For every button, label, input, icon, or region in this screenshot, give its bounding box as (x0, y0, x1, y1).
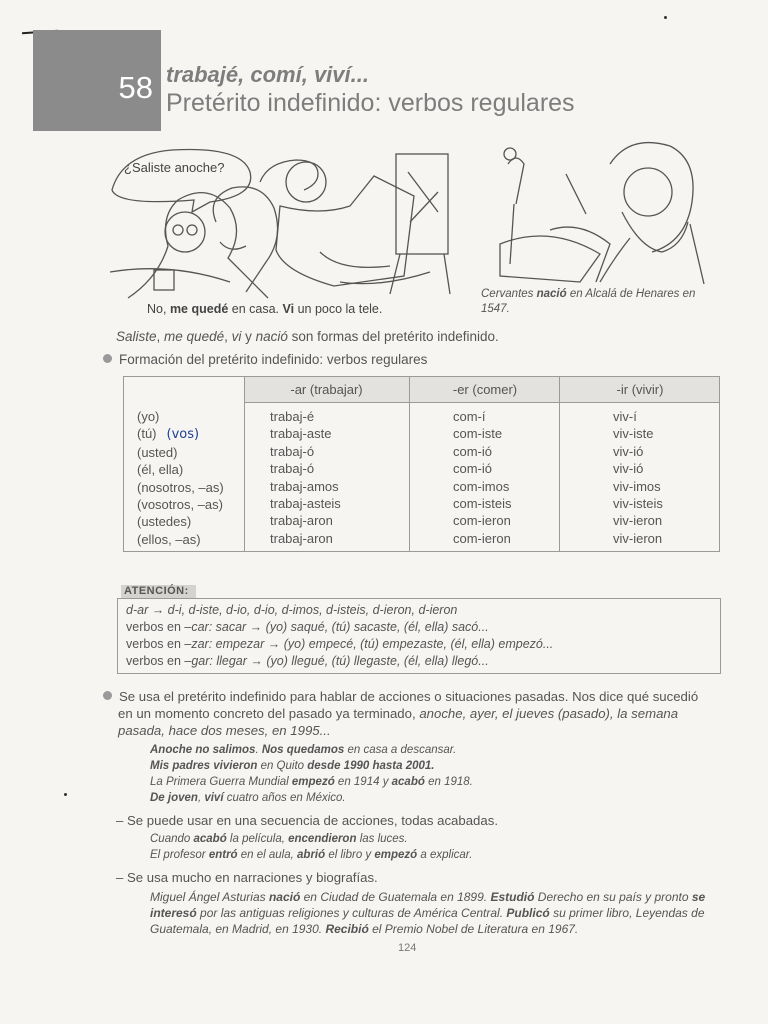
verb-example: me quedé (164, 329, 225, 344)
ex-text: la película, (226, 833, 289, 845)
ar-form-cell-text: trabaj-é (270, 409, 315, 424)
ir-form-cell (613, 443, 663, 460)
er-form-cell (453, 512, 512, 529)
unit-title: Pretérito indefinido: verbos regulares (166, 89, 575, 117)
ar-column (270, 408, 341, 547)
ar-form-cell-text: trabaj-ó (270, 461, 315, 477)
cervantes-illustration (490, 134, 705, 284)
pronoun-cell (137, 444, 224, 461)
ex-text: en casa a descansar. (344, 744, 457, 756)
bullet-icon (103, 691, 112, 700)
ir-form-cell-text: viv-imos (613, 478, 661, 494)
ex-text: su primer libro, (549, 906, 636, 920)
att-text: verbos en (126, 620, 185, 634)
ex-verb: desde 1990 hasta 2001. (307, 760, 435, 772)
ar-form-cell (270, 512, 341, 529)
ar-form-cell-text: trabaj-aste (270, 426, 332, 442)
ar-form-cell-text: trabaj-aron (270, 530, 333, 546)
ex-verb: nació (268, 890, 301, 904)
ir-form-cell-text: viv-í (613, 409, 637, 424)
sep: y (241, 329, 256, 344)
usage-text: Se usa el pretérito indefinido para hablar de acciones o situaciones pasadas. Nos dice qué sucedió en un momento concreto del pasado ya terminado, (118, 689, 699, 721)
speck (64, 793, 67, 796)
pronoun-cell (137, 461, 224, 478)
ex-verb: Publicó (506, 906, 550, 920)
er-form-cell-text: com-ieron (453, 513, 511, 529)
usage-section (103, 688, 713, 937)
cervantes-caption (481, 287, 711, 317)
ex-text: El profesor (150, 849, 209, 861)
caption-text: en casa. (228, 302, 283, 316)
speck (664, 16, 667, 19)
ex-text: por las antiguas religiones y culturas de América Central. (196, 906, 507, 920)
pronoun-cell-text: (nosotros, –as) (137, 479, 224, 495)
attention-line (126, 653, 712, 670)
pronoun-cell (137, 425, 224, 443)
ex-verb: entró (208, 849, 238, 861)
att-verb: –gar: llegar → (184, 654, 267, 668)
ex-verb: Recibió (325, 922, 369, 936)
pronoun-cell-text: (ustedes) (137, 514, 192, 530)
pronoun-cell-text: (usted) (137, 444, 178, 460)
pronoun-cell-text: (yo) (137, 409, 160, 424)
ar-form-cell-text: trabaj-ó (270, 443, 315, 459)
er-form-cell-text: com-ió (453, 443, 493, 459)
example-sentence (150, 774, 713, 790)
column-divider (244, 377, 245, 551)
ar-form-cell (270, 495, 341, 512)
er-form-cell-text: com-isteis (453, 496, 512, 512)
example-sentence (150, 758, 713, 774)
att-text: verbos en (126, 637, 185, 651)
attention-line (126, 636, 712, 653)
unit-number: 58 (118, 69, 153, 105)
ir-form-cell (613, 530, 663, 547)
ex-verb: empezó (291, 776, 335, 788)
ar-form-cell-text: trabaj-aron (270, 513, 333, 529)
ex-text: en 1914 y (334, 776, 392, 788)
ex-verb: De joven (150, 792, 198, 804)
verb-example: Saliste (116, 329, 157, 344)
speech-bubble-question: ¿Saliste anoche? (124, 160, 225, 175)
pronoun-cell-text: (él, ella) (137, 462, 184, 478)
attention-label: ATENCIÓN: (121, 585, 196, 598)
example-sentence (150, 742, 713, 758)
ar-form-cell (270, 408, 341, 425)
ir-form-cell-text: viv-ieron (613, 513, 663, 529)
caption-text: No, (147, 302, 170, 316)
ir-form-cell-text: viv-ieron (613, 530, 663, 546)
column-divider (409, 377, 410, 551)
ir-form-cell (613, 512, 663, 529)
ir-form-cell (613, 460, 663, 477)
ar-form-cell (270, 443, 341, 460)
er-form-cell (453, 530, 512, 547)
ex-text: Cuando (150, 833, 194, 845)
ir-form-cell (613, 425, 663, 442)
ex-verb: viví (204, 792, 224, 804)
examples-2 (103, 831, 713, 863)
ex-text: Derecho en su país y pronto (534, 890, 692, 904)
caption-verb: nació (536, 288, 567, 300)
attention-line (126, 619, 712, 636)
att-verb: –car: sacar → (184, 620, 266, 634)
formation-text: Formación del pretérito indefinido: verbos regulares (119, 352, 428, 367)
er-form-cell (453, 495, 512, 512)
ex-verb: empezó (374, 849, 418, 861)
ex-verb: se interesó (150, 890, 706, 920)
usage-narration: – Se usa mucho en narraciones y biografías. (116, 870, 378, 885)
intro-text: son formas del pretérito indefinido. (287, 329, 499, 344)
usage-paragraph (103, 688, 713, 739)
attention-box (117, 598, 721, 674)
ex-text: , (197, 792, 205, 804)
example-sentence (150, 831, 713, 847)
ex-text: La Primera Guerra Mundial (150, 776, 292, 788)
ex-text: las luces. (356, 833, 408, 845)
ar-form-cell (270, 460, 341, 477)
caption-text: Cervantes (481, 288, 537, 300)
ex-verb: acabó (391, 776, 425, 788)
er-form-cell-text: com-ieron (453, 530, 511, 546)
bullet-icon (103, 354, 112, 363)
ir-form-cell (613, 495, 663, 512)
ex-verb: Anoche no salimos (150, 744, 256, 756)
pronoun-cell (137, 408, 224, 425)
ex-text: a explicar. (417, 849, 473, 861)
ir-form-cell-text: viv-isteis (613, 496, 663, 512)
pronoun-cell-text: (vosotros, –as) (137, 497, 223, 513)
usage-time-expressions: anoche, ayer, el jueves (pasado), la semana pasada, hace dos meses, en 1995... (118, 706, 679, 738)
ex-text: Leyendas de Guatemala, en Madrid, en 1930. (150, 906, 705, 936)
example-sentence (150, 847, 713, 863)
caption-text: un poco la tele. (294, 302, 383, 316)
ex-text: el Premio Nobel de Literatura en 1967. (368, 922, 579, 936)
er-form-cell (453, 425, 512, 442)
er-form-cell (453, 478, 512, 495)
attention-dar: d-ar → d-i, d-iste, d-io, d-io, d-imos, d-isteis, d-ieron, d-ieron (126, 603, 458, 617)
ar-form-cell (270, 530, 341, 547)
verb-example: vi (231, 329, 242, 344)
ar-form-cell-text: trabaj-asteis (270, 496, 341, 512)
er-form-cell-text: com-ió (453, 461, 493, 477)
illustration-caption (147, 302, 382, 316)
pronoun-cell (137, 479, 224, 496)
ex-verb: abrió (297, 849, 326, 861)
ex-verb: acabó (193, 833, 227, 845)
ex-text: cuatro años en México. (223, 792, 346, 804)
handwritten-vos-note: (vos) (166, 427, 200, 443)
example-biography (103, 889, 713, 937)
usage-sequence: – Se puede usar en una secuencia de acciones, todas acabadas. (116, 813, 498, 828)
pronoun-cell (137, 513, 224, 530)
ex-verb: Nos quedamos (261, 744, 345, 756)
ex-verb: encendieron (288, 833, 357, 845)
ex-text: en el aula, (237, 849, 298, 861)
ir-form-cell-text: viv-ió (613, 443, 644, 459)
ar-form-cell (270, 478, 341, 495)
ex-text: en 1918. (424, 776, 473, 788)
header-ir: -ir (vivir) (616, 382, 664, 397)
pronoun-cell (137, 531, 224, 548)
sep: , (156, 329, 165, 344)
ex-verb: Mis padres vivieron (150, 760, 258, 772)
ir-form-cell-text: viv-iste (613, 426, 654, 442)
ex-text: Miguel Ángel Asturias (150, 890, 269, 904)
er-form-cell (453, 460, 512, 477)
att-forms: (yo) empecé, (tú) empezaste, (él, ella) empezó... (283, 637, 554, 651)
formation-heading (103, 352, 427, 367)
ir-form-cell (613, 408, 663, 425)
er-form-cell-text: com-imos (453, 478, 510, 494)
header-ar: -ar (trabajar) (290, 382, 363, 397)
attention-line (126, 602, 712, 619)
unit-title-examples: trabajé, comí, viví... (166, 62, 369, 87)
ex-text: el libro y (325, 849, 375, 861)
caption-verb: me quedé (169, 302, 229, 316)
att-text: verbos en (126, 654, 185, 668)
ir-form-cell (613, 478, 663, 495)
att-verb: –zar: empezar → (184, 637, 284, 651)
er-form-cell-text: com-í (453, 409, 486, 424)
intro-sentence (116, 329, 499, 344)
ex-text: en Ciudad de Guatemala en 1899. (300, 890, 491, 904)
examples-1 (103, 742, 713, 806)
att-forms: (yo) llegué, (tú) llegaste, (él, ella) llegó... (266, 654, 489, 668)
caption-verb: Vi (282, 302, 295, 316)
page-number: 124 (398, 942, 417, 954)
caption-text: en Alcalá de Henares en 1547. (481, 288, 696, 315)
ar-form-cell-text: trabaj-amos (270, 478, 339, 494)
pronoun-cell-text: (ellos, –as) (137, 531, 201, 547)
er-column (453, 408, 512, 547)
er-form-cell-text: com-iste (453, 426, 503, 442)
unit-number-badge (33, 30, 161, 131)
pronoun-column (137, 408, 224, 548)
ir-form-cell-text: viv-ió (613, 461, 644, 477)
example-sentence (150, 790, 713, 806)
sep: , (224, 329, 232, 344)
ir-column (613, 408, 663, 547)
ex-verb: Estudió (490, 890, 535, 904)
column-divider (559, 377, 560, 551)
pronoun-cell-text: (tú) (137, 426, 157, 442)
att-forms: (yo) saqué, (tú) sacaste, (él, ella) sacó... (265, 620, 489, 634)
ar-form-cell (270, 425, 341, 442)
ex-text: . (255, 744, 262, 756)
pronoun-cell (137, 496, 224, 513)
ex-text: en Quito (257, 760, 308, 772)
er-form-cell (453, 443, 512, 460)
header-er: -er (comer) (452, 382, 518, 397)
er-form-cell (453, 408, 512, 425)
verb-example: nació (255, 329, 288, 344)
conjugation-table (123, 376, 720, 552)
